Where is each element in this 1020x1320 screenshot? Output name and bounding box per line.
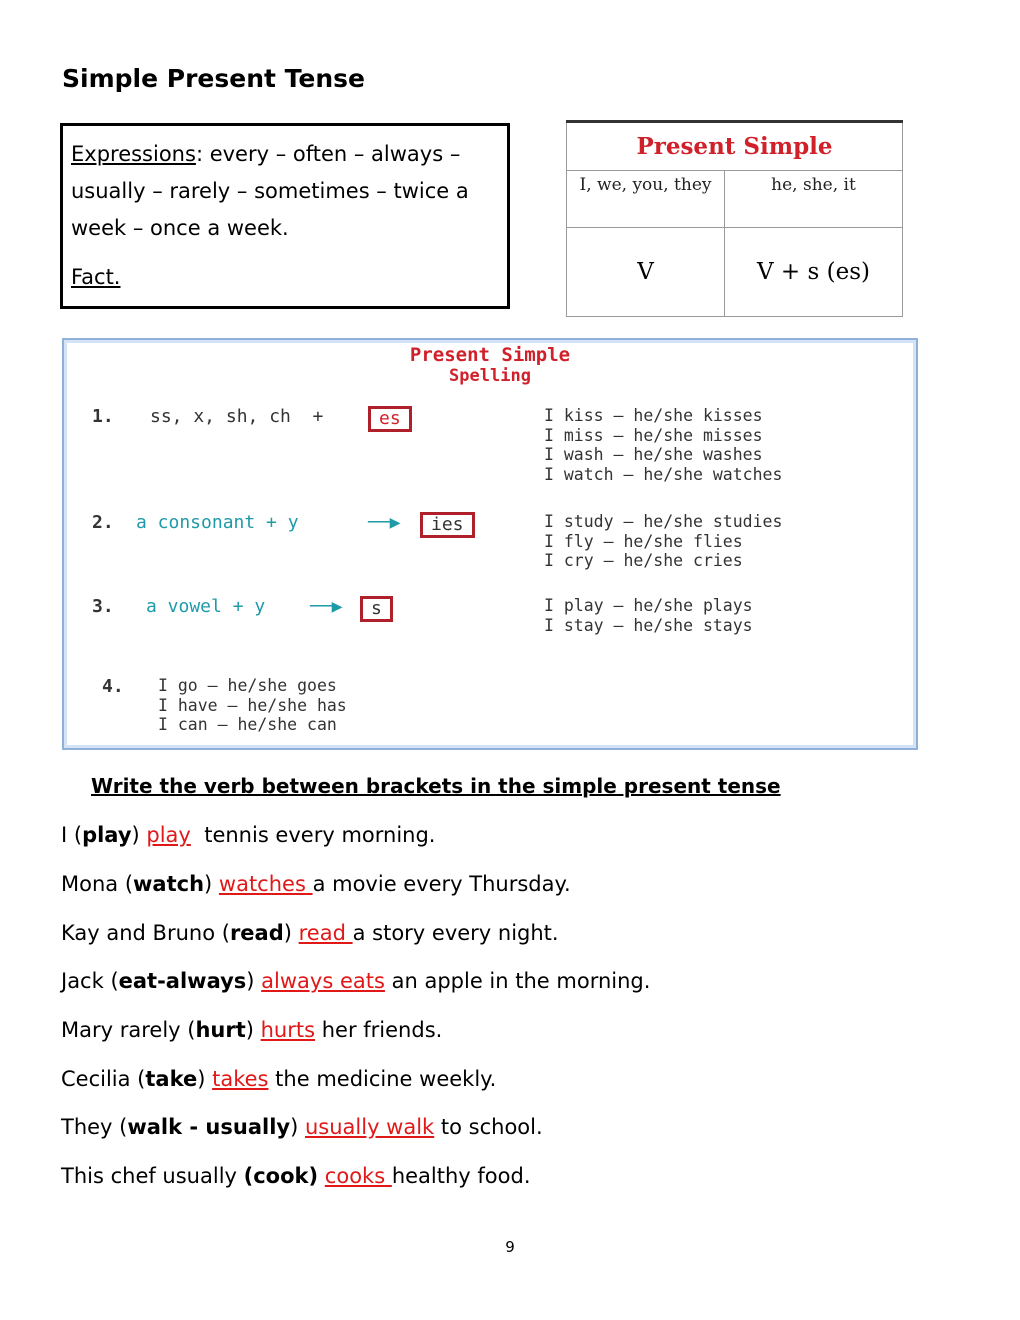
rule-2-number: 2. [92, 512, 114, 533]
exercise-sentence: Jack (eat-always) always eats an apple in the morning. [61, 969, 651, 993]
rule-3-number: 3. [92, 596, 114, 617]
page-number: 9 [505, 1238, 515, 1256]
example-line: I play – he/she plays [544, 596, 753, 615]
answer-text: watches [218, 872, 313, 896]
example-line: I study – he/she studies [544, 512, 783, 531]
example-line: I cry – he/she cries [544, 551, 743, 570]
table-header-third-person: he, she, it [725, 171, 903, 228]
page-title: Simple Present Tense [62, 64, 365, 93]
answer-text: takes [212, 1067, 269, 1091]
exercise-sentence: Mona (watch) watches a movie every Thursday. [61, 872, 571, 896]
answer-text: hurts [260, 1018, 316, 1042]
example-line: I fly – he/she flies [544, 531, 743, 551]
present-simple-table [566, 120, 906, 310]
arrow-icon: ──▶ [310, 596, 343, 617]
exercise-sentence: Cecilia (take) takes the medicine weekly. [61, 1067, 497, 1091]
rule-2-suffix: ies [420, 512, 475, 538]
expressions-label: Expressions [71, 142, 196, 166]
rule-1-number: 1. [92, 406, 114, 427]
rule-1-suffix: es [368, 406, 412, 432]
rule-4-number: 4. [102, 676, 124, 697]
exercise-sentence: Kay and Bruno (read) read a story every night. [61, 921, 559, 945]
answer-text: read [298, 921, 353, 945]
table-title: Present Simple [567, 122, 903, 171]
example-line: I stay – he/she stays [544, 615, 753, 635]
fact-label: Fact. [71, 265, 121, 289]
example-line: I watch – he/she watches [544, 464, 783, 484]
exercise-instruction: Write the verb between brackets in the simple present tense [91, 774, 781, 798]
spelling-title: Present Simple [409, 344, 571, 366]
table-rule-plural: V [567, 228, 725, 317]
table-rule-third-person: V + s (es) [725, 228, 903, 317]
rule-3-suffix: s [360, 596, 393, 622]
answer-text: play [146, 823, 191, 847]
expressions-text [71, 136, 491, 247]
exercise-sentence: Mary rarely (hurt) hurts her friends. [61, 1018, 443, 1042]
spelling-subtitle: Spelling [449, 366, 531, 386]
arrow-icon: ──▶ [368, 512, 401, 533]
answer-text: usually walk [304, 1115, 435, 1139]
spelling-chart [62, 338, 918, 750]
example-line: I kiss – he/she kisses [544, 406, 763, 425]
table-header-plural: I, we, you, they [567, 171, 725, 228]
exercise-sentence: They (walk - usually) usually walk to school. [61, 1115, 543, 1139]
example-line: I go – he/she goes [158, 676, 337, 695]
rule-3-text: a vowel + y [146, 596, 266, 617]
rule-1-text: ss, x, sh, ch + [150, 406, 324, 427]
exercise-sentence: This chef usually (cook) cooks healthy food. [61, 1164, 531, 1188]
exercise-sentence: I (play) play tennis every morning. [61, 823, 436, 847]
example-line: I miss – he/she misses [544, 425, 763, 445]
expressions-box [60, 123, 510, 309]
example-line: I wash – he/she washes [544, 445, 763, 464]
example-line: I can – he/she can [158, 715, 337, 734]
answer-text: cooks [324, 1164, 392, 1188]
answer-text: always eats [261, 969, 385, 993]
example-line: I have – he/she has [158, 695, 347, 715]
expressions-list: : every – often – always – usually – rarely – sometimes – twice a week – once a week. [71, 142, 469, 240]
rule-2-text: a consonant + y [136, 512, 299, 533]
